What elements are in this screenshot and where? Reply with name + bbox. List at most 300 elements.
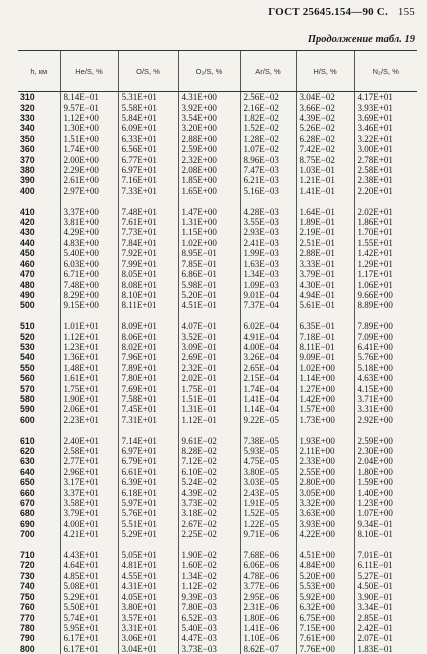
value-cell: 3.93E+00 xyxy=(296,519,354,529)
table-row xyxy=(18,435,417,445)
value-cell: 4.83E+00 xyxy=(60,238,118,248)
value-cell: 4.55E+01 xyxy=(118,571,178,581)
value-cell: 5.58E+01 xyxy=(118,102,178,112)
table-row xyxy=(18,238,417,248)
value-cell: 2.97E+00 xyxy=(60,186,118,196)
altitude-cell: 800 xyxy=(20,643,35,654)
value-cell: 1.51E+00 xyxy=(60,134,118,144)
altitude-cell: 430 xyxy=(20,227,35,238)
value-cell: 2.78E+01 xyxy=(354,154,417,164)
value-cell: 6.17E+01 xyxy=(60,644,118,654)
value-cell: 8.10E+01 xyxy=(118,290,178,300)
value-cell: 1.22E−05 xyxy=(240,519,296,529)
altitude-cell: 610 xyxy=(20,435,35,446)
value-cell: 3.26E−04 xyxy=(240,352,296,362)
value-cell: 9.66E+00 xyxy=(354,290,417,300)
value-cell: 1.40E+00 xyxy=(354,487,417,497)
value-cell: 8.95E−01 xyxy=(178,248,240,258)
value-cell: 3.73E−03 xyxy=(178,644,240,654)
altitude-cell: 790 xyxy=(20,633,35,644)
table-row xyxy=(18,519,417,529)
table-row xyxy=(18,560,417,570)
column-header: h, км xyxy=(18,51,60,92)
column-header: O₂/S, % xyxy=(178,51,240,92)
value-cell: 6.97E+01 xyxy=(118,446,178,456)
value-cell: 7.12E−02 xyxy=(178,456,240,466)
value-cell: 9.01E−04 xyxy=(240,290,296,300)
value-cell: 5.20E−01 xyxy=(178,290,240,300)
value-cell: 1.15E+00 xyxy=(178,227,240,237)
altitude-cell: 550 xyxy=(20,362,35,373)
value-cell: 4.78E−06 xyxy=(240,571,296,581)
value-cell: 1.31E+00 xyxy=(178,217,240,227)
value-cell: 6.75E+00 xyxy=(296,612,354,622)
table-row xyxy=(18,342,417,352)
table-row xyxy=(18,550,417,560)
altitude-cell: 420 xyxy=(20,217,35,228)
value-cell: 5.24E−02 xyxy=(178,477,240,487)
value-cell: 7.99E+01 xyxy=(118,259,178,269)
value-cell: 2.20E+01 xyxy=(354,186,417,196)
value-cell: 3.79E−01 xyxy=(296,269,354,279)
value-cell: 3.17E+01 xyxy=(60,477,118,487)
value-cell: 7.85E−01 xyxy=(178,259,240,269)
altitude-cell: 480 xyxy=(20,279,35,290)
table-row xyxy=(18,592,417,602)
value-cell: 6.03E+00 xyxy=(60,259,118,269)
table-row xyxy=(18,487,417,497)
value-cell: 4.75E−05 xyxy=(240,456,296,466)
altitude-cell: 580 xyxy=(20,393,35,404)
value-cell: 4.51E−01 xyxy=(178,300,240,310)
value-cell: 2.65E−04 xyxy=(240,363,296,373)
altitude-cell: 350 xyxy=(20,133,35,144)
table-body xyxy=(18,92,417,654)
value-cell: 6.18E+01 xyxy=(118,487,178,497)
altitude-cell: 380 xyxy=(20,165,35,176)
value-cell: 5.08E+01 xyxy=(60,581,118,591)
altitude-cell: 660 xyxy=(20,487,35,498)
value-cell: 7.69E+01 xyxy=(118,383,178,393)
value-cell: 1.02E+00 xyxy=(178,238,240,248)
altitude-cell: 530 xyxy=(20,341,35,352)
composition-table xyxy=(18,50,417,654)
table-row xyxy=(18,279,417,289)
value-cell: 2.30E+00 xyxy=(354,446,417,456)
value-cell: 2.33E+00 xyxy=(296,456,354,466)
value-cell: 2.16E−02 xyxy=(240,102,296,112)
value-cell: 2.32E+00 xyxy=(178,154,240,164)
value-cell: 2.59E+00 xyxy=(354,435,417,445)
value-cell: 1.14E+00 xyxy=(296,373,354,383)
value-cell: 5.27E−01 xyxy=(354,571,417,581)
value-cell: 1.14E−04 xyxy=(240,404,296,414)
altitude-cell: 500 xyxy=(20,300,35,311)
value-cell: 2.95E−06 xyxy=(240,592,296,602)
value-cell: 1.89E−01 xyxy=(296,217,354,227)
value-cell: 1.21E−01 xyxy=(296,175,354,185)
value-cell: 2.56E−02 xyxy=(240,92,296,103)
value-cell: 8.08E+01 xyxy=(118,279,178,289)
altitude-cell: 310 xyxy=(20,92,35,103)
table-row xyxy=(18,227,417,237)
value-cell: 6.17E+01 xyxy=(60,633,118,643)
value-cell: 5.84E+01 xyxy=(118,113,178,123)
altitude-cell: 390 xyxy=(20,175,35,186)
value-cell: 1.80E+00 xyxy=(354,467,417,477)
value-cell: 1.90E+01 xyxy=(60,394,118,404)
table-row xyxy=(18,92,417,103)
value-cell: 9.34E−01 xyxy=(354,519,417,529)
value-cell: 5.26E−02 xyxy=(296,123,354,133)
table-row xyxy=(18,373,417,383)
value-cell: 2.06E+01 xyxy=(60,404,118,414)
value-cell: 3.46E+01 xyxy=(354,123,417,133)
value-cell: 8.05E+01 xyxy=(118,269,178,279)
value-cell: 7.42E−02 xyxy=(296,144,354,154)
value-cell: 1.75E+01 xyxy=(60,383,118,393)
value-cell: 6.52E−03 xyxy=(178,612,240,622)
value-cell: 4.94E−01 xyxy=(296,290,354,300)
value-cell: 2.07E−01 xyxy=(354,633,417,643)
value-cell: 1.61E+01 xyxy=(60,373,118,383)
value-cell: 1.42E+00 xyxy=(296,394,354,404)
value-cell: 6.39E+01 xyxy=(118,477,178,487)
altitude-cell: 510 xyxy=(20,321,35,332)
value-cell: 1.65E+00 xyxy=(178,186,240,196)
value-cell: 3.06E+01 xyxy=(118,633,178,643)
value-cell: 6.33E+01 xyxy=(118,134,178,144)
table-row xyxy=(18,321,417,331)
table-row xyxy=(18,633,417,643)
altitude-cell: 540 xyxy=(20,352,35,363)
table-row xyxy=(18,352,417,362)
value-cell: 3.33E−01 xyxy=(296,259,354,269)
value-cell: 2.77E+01 xyxy=(60,456,118,466)
group-spacer xyxy=(18,196,417,206)
value-cell: 6.79E+01 xyxy=(118,456,178,466)
table-row xyxy=(18,456,417,466)
altitude-cell: 770 xyxy=(20,612,35,623)
table-row xyxy=(18,571,417,581)
value-cell: 1.60E−02 xyxy=(178,560,240,570)
value-cell: 5.16E−03 xyxy=(240,186,296,196)
altitude-cell: 720 xyxy=(20,560,35,571)
altitude-cell: 370 xyxy=(20,154,35,165)
table-row xyxy=(18,186,417,196)
value-cell: 1.93E+00 xyxy=(296,435,354,445)
value-cell: 1.70E+01 xyxy=(354,227,417,237)
value-cell: 7.33E+01 xyxy=(118,186,178,196)
value-cell: 5.51E+01 xyxy=(118,519,178,529)
value-cell: 1.36E+01 xyxy=(60,352,118,362)
table-row xyxy=(18,206,417,216)
value-cell: 2.00E+00 xyxy=(60,154,118,164)
altitude-cell: 650 xyxy=(20,477,35,488)
value-cell: 5.97E+01 xyxy=(118,498,178,508)
altitude-cell: 760 xyxy=(20,602,35,613)
value-cell: 7.09E+00 xyxy=(354,331,417,341)
table-row xyxy=(18,144,417,154)
table-row xyxy=(18,602,417,612)
value-cell: 4.91E−04 xyxy=(240,331,296,341)
altitude-cell: 560 xyxy=(20,373,35,384)
value-cell: 2.93E−03 xyxy=(240,227,296,237)
value-cell: 7.80E−03 xyxy=(178,602,240,612)
value-cell: 2.85E−01 xyxy=(354,612,417,622)
value-cell: 7.58E+01 xyxy=(118,394,178,404)
group-spacer xyxy=(18,311,417,321)
value-cell: 1.74E+00 xyxy=(60,144,118,154)
value-cell: 7.14E+01 xyxy=(118,435,178,445)
value-cell: 1.09E−03 xyxy=(240,279,296,289)
standard-code: ГОСТ 25645.154—90 С. xyxy=(268,6,388,18)
altitude-cell: 360 xyxy=(20,144,35,155)
table-row xyxy=(18,123,417,133)
value-cell: 1.91E−05 xyxy=(240,498,296,508)
value-cell: 2.88E+00 xyxy=(178,134,240,144)
value-cell: 9.15E+00 xyxy=(60,300,118,310)
altitude-cell: 340 xyxy=(20,123,35,134)
value-cell: 1.63E−03 xyxy=(240,259,296,269)
value-cell: 1.02E+00 xyxy=(296,363,354,373)
value-cell: 4.84E+00 xyxy=(296,560,354,570)
value-cell: 3.79E+01 xyxy=(60,508,118,518)
value-cell: 4.29E+00 xyxy=(60,227,118,237)
value-cell: 1.83E−01 xyxy=(354,644,417,654)
value-cell: 1.12E−02 xyxy=(178,581,240,591)
value-cell: 6.09E+01 xyxy=(118,123,178,133)
table-row xyxy=(18,134,417,144)
altitude-cell: 470 xyxy=(20,269,35,280)
value-cell: 3.73E−02 xyxy=(178,498,240,508)
altitude-cell: 460 xyxy=(20,258,35,269)
value-cell: 6.71E+00 xyxy=(60,269,118,279)
value-cell: 8.96E−03 xyxy=(240,154,296,164)
value-cell: 1.85E+00 xyxy=(178,175,240,185)
altitude-cell: 640 xyxy=(20,466,35,477)
value-cell: 3.00E+01 xyxy=(354,144,417,154)
value-cell: 1.42E+01 xyxy=(354,248,417,258)
value-cell: 5.50E+01 xyxy=(60,602,118,612)
value-cell: 7.37E−04 xyxy=(240,300,296,310)
table-row xyxy=(18,102,417,112)
value-cell: 9.39E−03 xyxy=(178,592,240,602)
value-cell: 2.08E+00 xyxy=(178,165,240,175)
table-row xyxy=(18,394,417,404)
altitude-cell: 700 xyxy=(20,529,35,540)
value-cell: 7.15E+00 xyxy=(296,623,354,633)
table-row xyxy=(18,498,417,508)
value-cell: 2.04E+00 xyxy=(354,456,417,466)
value-cell: 4.85E+01 xyxy=(60,571,118,581)
table-row xyxy=(18,404,417,414)
table-row xyxy=(18,113,417,123)
altitude-cell: 780 xyxy=(20,622,35,633)
value-cell: 4.50E−01 xyxy=(354,581,417,591)
table-row xyxy=(18,269,417,279)
value-cell: 9.57E−01 xyxy=(60,102,118,112)
value-cell: 1.75E−01 xyxy=(178,383,240,393)
value-cell: 3.93E+01 xyxy=(354,102,417,112)
table-row xyxy=(18,383,417,393)
value-cell: 6.35E−01 xyxy=(296,321,354,331)
table-row xyxy=(18,508,417,518)
value-cell: 5.95E+01 xyxy=(60,623,118,633)
value-cell: 7.48E+01 xyxy=(118,206,178,216)
value-cell: 1.12E+00 xyxy=(60,113,118,123)
value-cell: 8.06E+01 xyxy=(118,331,178,341)
table-row xyxy=(18,259,417,269)
value-cell: 5.31E+01 xyxy=(118,92,178,103)
value-cell: 2.92E+00 xyxy=(354,415,417,425)
altitude-cell: 570 xyxy=(20,383,35,394)
value-cell: 7.96E+01 xyxy=(118,352,178,362)
value-cell: 1.55E+01 xyxy=(354,238,417,248)
value-cell: 2.55E+00 xyxy=(296,467,354,477)
value-cell: 3.92E+00 xyxy=(178,102,240,112)
value-cell: 2.23E+01 xyxy=(60,415,118,425)
value-cell: 3.22E+01 xyxy=(354,134,417,144)
value-cell: 7.48E+00 xyxy=(60,279,118,289)
value-cell: 3.31E+00 xyxy=(354,404,417,414)
table-row xyxy=(18,248,417,258)
value-cell: 3.55E−03 xyxy=(240,217,296,227)
value-cell: 4.81E+01 xyxy=(118,560,178,570)
value-cell: 5.05E+01 xyxy=(118,550,178,560)
value-cell: 2.88E−01 xyxy=(296,248,354,258)
value-cell: 6.11E−01 xyxy=(354,560,417,570)
value-cell: 7.76E+00 xyxy=(296,644,354,654)
altitude-cell: 630 xyxy=(20,456,35,467)
value-cell: 2.58E+01 xyxy=(354,165,417,175)
table-row xyxy=(18,529,417,539)
value-cell: 6.32E+00 xyxy=(296,602,354,612)
altitude-cell: 740 xyxy=(20,581,35,592)
value-cell: 3.31E+01 xyxy=(118,623,178,633)
value-cell: 3.58E+01 xyxy=(60,498,118,508)
value-cell: 4.39E−02 xyxy=(296,113,354,123)
value-cell: 5.40E+00 xyxy=(60,248,118,258)
value-cell: 8.11E+01 xyxy=(118,300,178,310)
value-cell: 5.93E−05 xyxy=(240,446,296,456)
value-cell: 3.20E+00 xyxy=(178,123,240,133)
value-cell: 5.76E+00 xyxy=(354,352,417,362)
value-cell: 1.07E−02 xyxy=(240,144,296,154)
value-cell: 8.11E−01 xyxy=(296,342,354,352)
value-cell: 3.18E−02 xyxy=(178,508,240,518)
value-cell: 2.59E+00 xyxy=(178,144,240,154)
value-cell: 7.16E+01 xyxy=(118,175,178,185)
table-row xyxy=(18,154,417,164)
value-cell: 1.41E−01 xyxy=(296,186,354,196)
value-cell: 4.07E−01 xyxy=(178,321,240,331)
value-cell: 2.61E+00 xyxy=(60,175,118,185)
value-cell: 6.21E−03 xyxy=(240,175,296,185)
value-cell: 3.09E−01 xyxy=(178,342,240,352)
value-cell: 2.43E−05 xyxy=(240,487,296,497)
table-row xyxy=(18,581,417,591)
value-cell: 2.42E−01 xyxy=(354,623,417,633)
value-cell: 6.86E−01 xyxy=(178,269,240,279)
value-cell: 8.89E+00 xyxy=(354,300,417,310)
value-cell: 5.20E+00 xyxy=(296,571,354,581)
altitude-cell: 450 xyxy=(20,248,35,259)
value-cell: 2.67E−02 xyxy=(178,519,240,529)
altitude-cell: 680 xyxy=(20,508,35,519)
table-row xyxy=(18,217,417,227)
value-cell: 1.86E+01 xyxy=(354,217,417,227)
value-cell: 4.00E+01 xyxy=(60,519,118,529)
value-cell: 1.01E+01 xyxy=(60,321,118,331)
value-cell: 1.59E+00 xyxy=(354,477,417,487)
value-cell: 5.29E+01 xyxy=(60,592,118,602)
group-spacer xyxy=(18,425,417,435)
value-cell: 4.17E+01 xyxy=(354,92,417,103)
table-row xyxy=(18,623,417,633)
table-row xyxy=(18,165,417,175)
value-cell: 2.25E−02 xyxy=(178,529,240,539)
value-cell: 2.31E−06 xyxy=(240,602,296,612)
value-cell: 3.80E+01 xyxy=(118,602,178,612)
value-cell: 2.02E+01 xyxy=(354,206,417,216)
value-cell: 2.32E−01 xyxy=(178,363,240,373)
value-cell: 7.68E−06 xyxy=(240,550,296,560)
value-cell: 3.52E−01 xyxy=(178,331,240,341)
value-cell: 6.56E+01 xyxy=(118,144,178,154)
value-cell: 1.12E+01 xyxy=(60,331,118,341)
altitude-cell: 600 xyxy=(20,414,35,425)
value-cell: 3.77E−06 xyxy=(240,581,296,591)
value-cell: 2.51E−01 xyxy=(296,238,354,248)
value-cell: 4.28E−03 xyxy=(240,206,296,216)
table-row xyxy=(18,477,417,487)
value-cell: 1.29E+01 xyxy=(354,259,417,269)
value-cell: 1.17E+01 xyxy=(354,269,417,279)
value-cell: 1.80E−06 xyxy=(240,612,296,622)
altitude-cell: 440 xyxy=(20,237,35,248)
value-cell: 7.47E−03 xyxy=(240,165,296,175)
value-cell: 1.06E+01 xyxy=(354,279,417,289)
column-header: H/S, % xyxy=(296,51,354,92)
value-cell: 3.80E−05 xyxy=(240,467,296,477)
altitude-cell: 320 xyxy=(20,102,35,113)
value-cell: 4.47E−03 xyxy=(178,633,240,643)
value-cell: 6.28E−02 xyxy=(296,134,354,144)
value-cell: 2.02E−01 xyxy=(178,373,240,383)
value-cell: 9.22E−05 xyxy=(240,415,296,425)
value-cell: 4.31E+01 xyxy=(118,581,178,591)
value-cell: 3.57E+01 xyxy=(118,612,178,622)
value-cell: 3.04E+01 xyxy=(118,644,178,654)
table-header-row xyxy=(18,51,417,92)
table-row xyxy=(18,446,417,456)
value-cell: 4.64E+01 xyxy=(60,560,118,570)
value-cell: 8.28E−02 xyxy=(178,446,240,456)
value-cell: 4.30E−01 xyxy=(296,279,354,289)
value-cell: 2.19E−01 xyxy=(296,227,354,237)
value-cell: 8.09E+01 xyxy=(118,321,178,331)
value-cell: 3.66E−02 xyxy=(296,102,354,112)
altitude-cell: 670 xyxy=(20,498,35,509)
value-cell: 3.37E+00 xyxy=(60,206,118,216)
value-cell: 1.23E+00 xyxy=(354,498,417,508)
value-cell: 3.05E+00 xyxy=(296,487,354,497)
altitude-cell: 730 xyxy=(20,570,35,581)
altitude-cell: 590 xyxy=(20,404,35,415)
value-cell: 3.32E+00 xyxy=(296,498,354,508)
value-cell: 5.40E−03 xyxy=(178,623,240,633)
